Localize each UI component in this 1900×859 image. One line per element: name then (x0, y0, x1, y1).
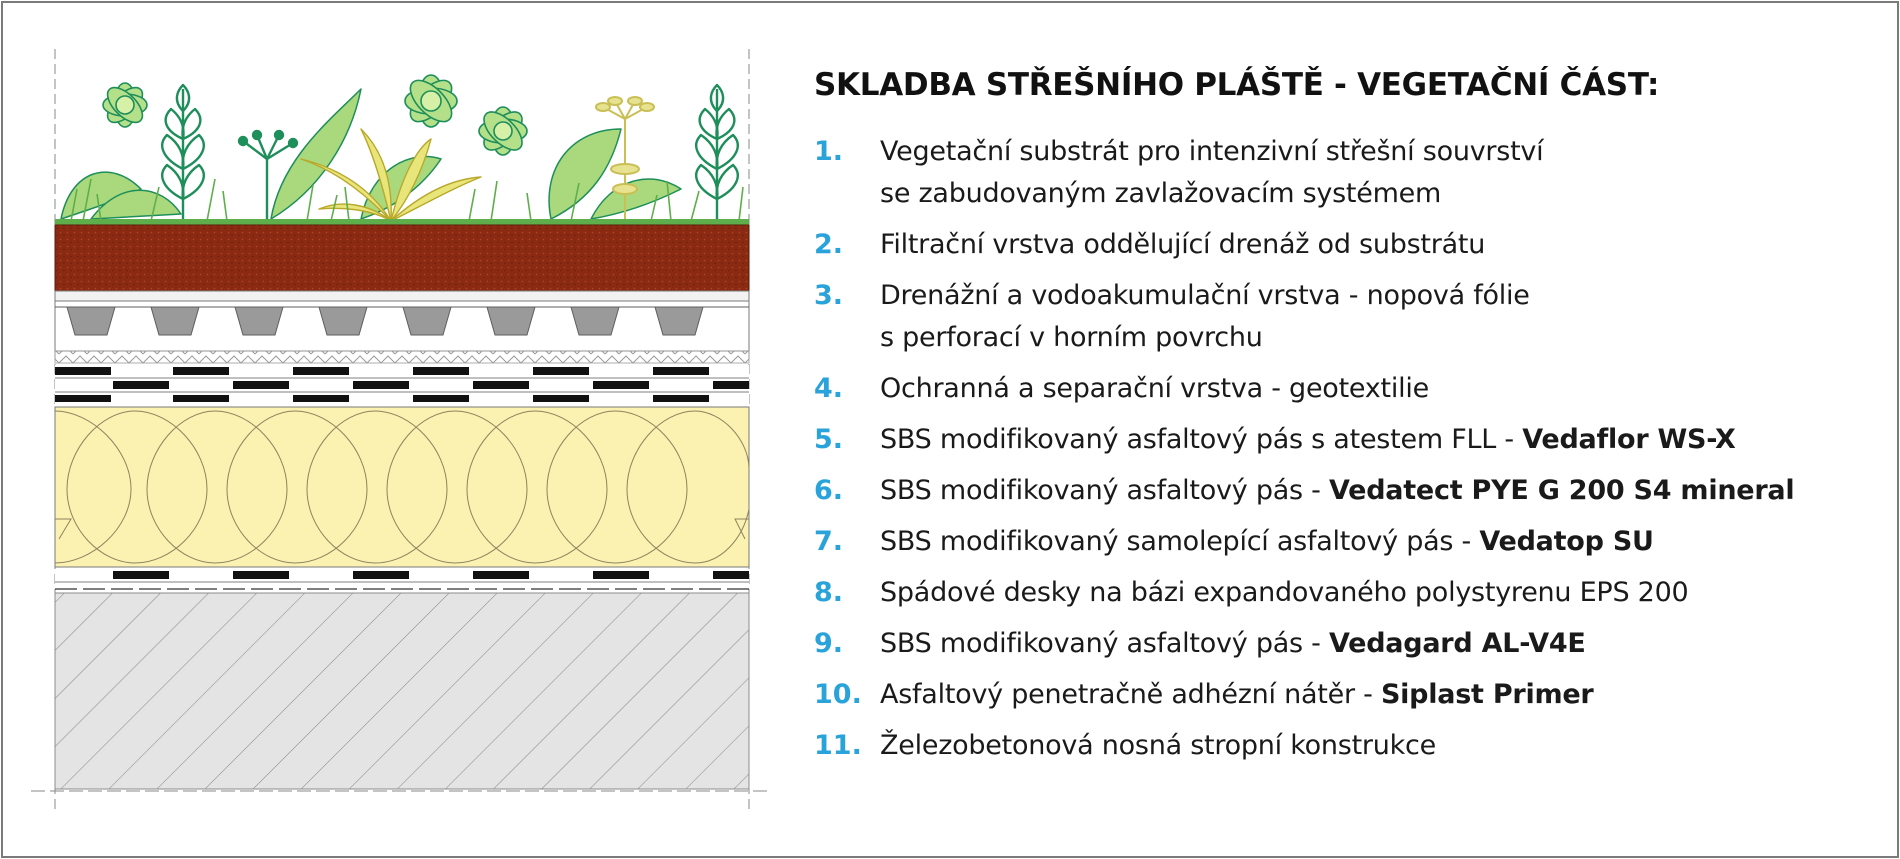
layer-3-drainage-foil (55, 301, 749, 351)
legend-item (814, 224, 1874, 266)
legend-item-text (880, 674, 1593, 716)
legend-item-number: 1. (814, 136, 844, 167)
legend-item-product-name: Vedatop SU (1479, 526, 1654, 557)
legend-item-line-text: s perforací v horním povrchu (880, 322, 1263, 353)
legend-item (814, 419, 1874, 461)
legend-item-line (880, 623, 1586, 665)
legend-item-text (880, 572, 1688, 614)
legend-item (814, 275, 1874, 359)
legend-item (814, 623, 1874, 665)
legend-item (814, 725, 1874, 767)
legend-item-number: 3. (814, 280, 844, 311)
legend-item-line (880, 725, 1436, 767)
legend-item-product-name: Siplast Primer (1380, 679, 1594, 710)
layer-legend (814, 67, 1874, 776)
legend-item-text (880, 521, 1654, 563)
layers-5-7-bitumen-sheets (55, 365, 749, 405)
legend-item-line-text: Ochranná a separační vrstva - geotextilie (880, 373, 1429, 404)
legend-item-text (880, 623, 1586, 665)
legend-item-line-text: Asfaltový penetračně adhézní nátěr - (880, 679, 1381, 710)
legend-list (814, 131, 1874, 767)
legend-item-line-text: Vegetační substrát pro intenzivní střešní souvrství (880, 136, 1544, 167)
legend-item-line-text: Filtrační vrstva oddělující drenáž od substrátu (880, 229, 1486, 260)
legend-item-number: 9. (814, 628, 844, 659)
legend-item (814, 572, 1874, 614)
legend-item-line-text: SBS modifikovaný samolepící asfaltový pás - (880, 526, 1480, 557)
vegetation-illustration (61, 73, 743, 221)
legend-item-line (880, 224, 1485, 266)
legend-item-text (880, 275, 1530, 359)
layer-4-geotextile (55, 351, 749, 363)
legend-item-line-text: SBS modifikovaný asfaltový pás - (880, 475, 1329, 506)
fern-left (162, 85, 204, 219)
legend-item-line-text: Spádové desky na bázi expandovaného polystyrenu EPS 200 (880, 577, 1689, 608)
legend-item-line (880, 173, 1543, 215)
legend-item-line (880, 131, 1543, 173)
legend-item-number: 11. (814, 730, 862, 761)
legend-item-product-name: Vedaflor WS-X (1522, 424, 1736, 455)
legend-item-line-text: SBS modifikovaný asfaltový pás - (880, 628, 1329, 659)
legend-item (814, 470, 1874, 512)
legend-item-line (880, 470, 1794, 512)
legend-item-product-name: Vedagard AL-V4E (1328, 628, 1586, 659)
layer-11-concrete-slab (55, 593, 749, 789)
legend-item-text (880, 224, 1485, 266)
legend-item-line-text: Železobetonová nosná stropní konstrukce (880, 730, 1436, 761)
roof-section-diagram (31, 49, 781, 819)
legend-item (814, 674, 1874, 716)
layer-8-eps-insulation (55, 407, 749, 567)
legend-item-line-text: Drenážní a vodoakumulační vrstva - nopová fólie (880, 280, 1530, 311)
legend-item (814, 521, 1874, 563)
legend-item-line-text: se zabudovaným zavlažovacím systémem (880, 178, 1442, 209)
layer-1-substrate (55, 225, 749, 291)
legend-item-line (880, 275, 1530, 317)
legend-item-text (880, 131, 1543, 215)
legend-item-line (880, 572, 1688, 614)
legend-item-line (880, 368, 1429, 410)
legend-title: SKLADBA STŘEŠNÍHO PLÁŠTĚ - VEGETAČNÍ ČÁST: (814, 67, 1660, 103)
legend-item-line (880, 419, 1736, 461)
legend-item-number: 6. (814, 475, 844, 506)
legend-item-line (880, 521, 1654, 563)
legend-item-product-name: Vedatect PYE G 200 S4 mineral (1328, 475, 1795, 506)
legend-item-number: 8. (814, 577, 844, 608)
legend-item-number: 2. (814, 229, 844, 260)
legend-item-text (880, 470, 1794, 512)
flower-right (478, 106, 529, 157)
legend-item-text (880, 368, 1429, 410)
fern-right (696, 85, 738, 219)
legend-item-number: 4. (814, 373, 844, 404)
layer-2-filter (55, 291, 749, 301)
legend-item (814, 368, 1874, 410)
legend-item-text (880, 725, 1436, 767)
legend-item-line (880, 317, 1530, 359)
legend-item-text (880, 419, 1736, 461)
legend-item-line (880, 674, 1593, 716)
figure-frame (1, 1, 1899, 858)
grass-strip (55, 219, 749, 225)
legend-item-number: 10. (814, 679, 862, 710)
legend-item-number: 7. (814, 526, 844, 557)
flower-left (102, 82, 149, 129)
legend-item-line-text: SBS modifikovaný asfaltový pás s atestem FLL - (880, 424, 1523, 455)
legend-item-number: 5. (814, 424, 844, 455)
layer-9-vapour-barrier (55, 569, 749, 585)
flower-center (403, 73, 458, 128)
legend-item (814, 131, 1874, 215)
